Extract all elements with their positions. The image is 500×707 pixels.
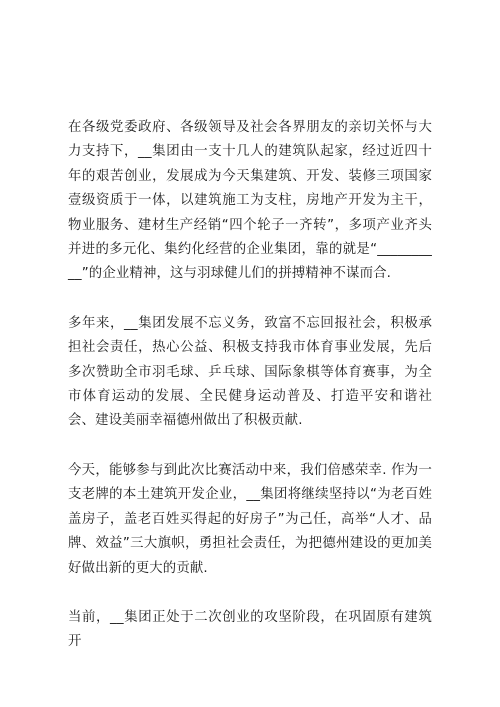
paragraph-3: 今天，能够参与到此次比赛活动中来，我们倍感荣幸. 作为一支老牌的本土建筑开发企业，__集团将继续坚持以“为老百姓盖房子，盖老百姓买得起的好房子”为己任，高举“人才、品牌、效益”三大旗帜，勇担社会责任，为把德州建设的更加美好做出新的更大的贡献. xyxy=(68,462,432,576)
document-body xyxy=(68,116,432,680)
paragraph-2: 多年来，__集团发展不忘义务，致富不忘回报社会，积极承担社会责任，热心公益、积极支持我市体育事业发展，先后多次赞助全市羽毛球、乒乓球、国际象棋等体育赛事，为全市体育运动的发展、全民健身运动普及、打造平安和谐社会、建设美丽幸福德州做出了积极贡献. xyxy=(68,315,432,429)
paragraph-4: 当前，__集团正处于二次创业的攻坚阶段，在巩固原有建筑开 xyxy=(68,609,432,650)
paragraph-1: 在各级党委政府、各级领导及社会各界朋友的亲切关怀与大力支持下，__集团由一支十几人的建筑队起家，经过近四十年的艰苦创业，发展成为今天集建筑、开发、装修三项国家壹级资质于一体，以建筑施工为支柱，房地产开发为主干，物业服务、建材生产经销“四个轮子一齐转”，多项产业齐头并进的多元化、集约化经营的企业集团，靠的就是“__________”的企业精神，这与羽球健儿们的拼搏精神不谋而合. xyxy=(68,120,432,282)
